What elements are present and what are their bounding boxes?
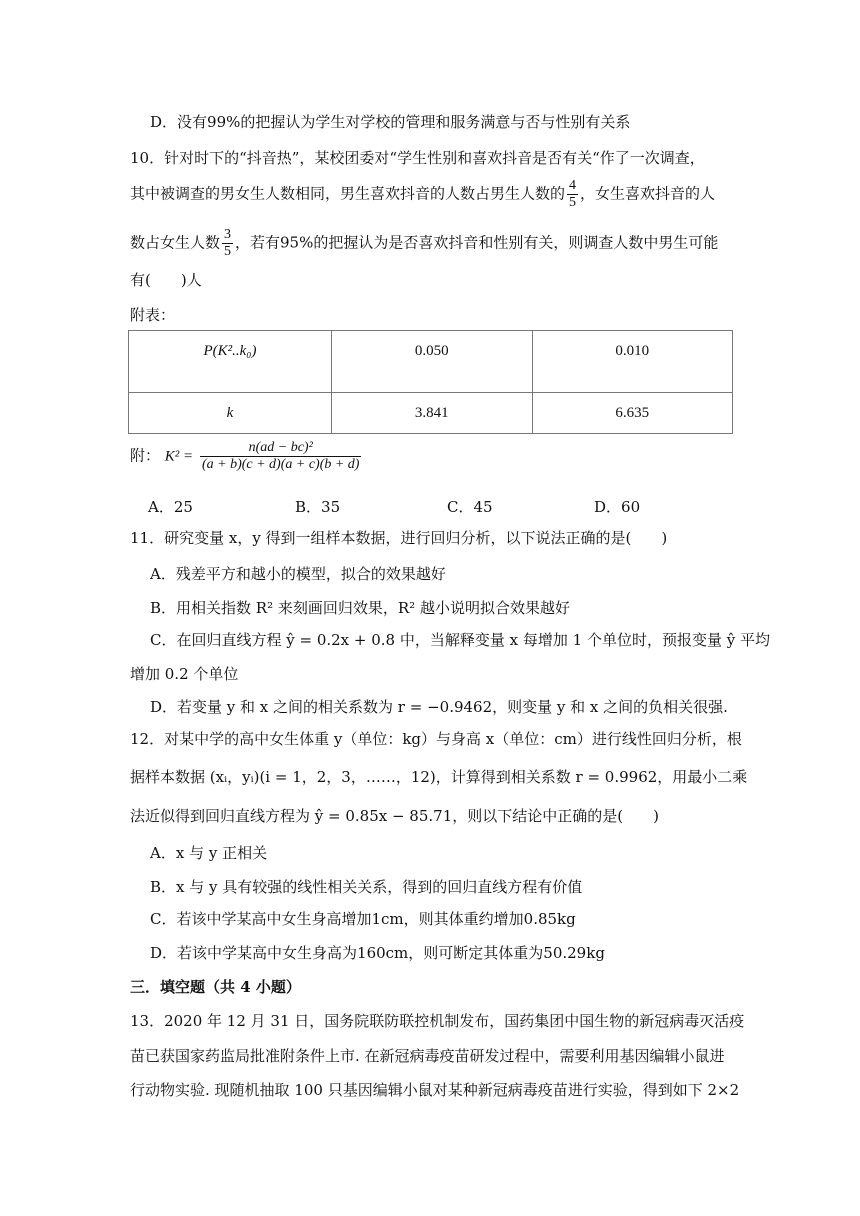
- q10-option-b: B．35: [295, 498, 341, 516]
- q12-stem-line2: 据样本数据 (xᵢ，yᵢ)(i = 1，2，3，……，12)，计算得到相关系数 r = 0.9962，用最小二乘: [130, 768, 748, 786]
- q13-stem-line2: 苗已获国家药监局批准附条件上市. 在新冠病毒疫苗研发过程中，需要利用基因编辑小鼠进: [130, 1047, 725, 1065]
- section-heading: 三．填空题（共 4 小题）: [130, 978, 301, 996]
- appendix-label: 附表：: [130, 306, 176, 324]
- q12-option-a: A．x 与 y 正相关: [150, 844, 268, 862]
- frac2-numerator: 3: [224, 227, 232, 242]
- q13-stem-line3: 行动物实验. 现随机抽取 100 只基因编辑小鼠对某种新冠病毒疫苗进行实验，得到如下 2×2: [130, 1081, 740, 1099]
- q11-option-a: A．残差平方和越小的模型，拟合的效果越好: [150, 565, 446, 583]
- q10-stem-line2: [130, 178, 715, 211]
- formula-lhs: K² =: [164, 448, 194, 465]
- q11-option-c-line2: 增加 0.2 个单位: [130, 665, 239, 683]
- table-cell: 6.635: [532, 393, 733, 434]
- q11-option-d: D．若变量 y 和 x 之间的相关系数为 r = −0.9462，则变量 y 和 x 之间的负相关很强.: [150, 698, 728, 716]
- fraction-three-fifths: [222, 227, 233, 260]
- q10-stem-line3-a: 数占女生人数: [130, 233, 221, 252]
- q11-option-b: B．用相关指数 R² 来刻画回归效果，R² 越小说明拟合效果越好: [150, 599, 570, 617]
- formula-label: 附：: [130, 446, 161, 465]
- q10-option-c: C．45: [447, 498, 493, 516]
- q10-stem-line4: 有( )人: [130, 271, 202, 289]
- q10-stem-line1: 10．针对时下的“抖音热”，某校团委对“学生性别和喜欢抖音是否有关“作了一次调查，: [130, 149, 705, 167]
- table-cell: 0.010: [532, 331, 733, 393]
- table-cell: 0.050: [332, 331, 533, 393]
- frac1-denominator: 5: [569, 195, 577, 210]
- fraction-four-fifths: [567, 178, 578, 211]
- q10-stem-line3: [130, 227, 718, 260]
- q10-stem-line2-b: ，女生喜欢抖音的人: [580, 184, 716, 203]
- q13-stem-line1: 13．2020 年 12 月 31 日，国务院联防联控机制发布，国药集团中国生物的新冠病毒灭活疫: [130, 1012, 745, 1030]
- table-row: [129, 331, 733, 393]
- table-cell: 3.841: [332, 393, 533, 434]
- table-row: [129, 393, 733, 434]
- q10-option-d: D．60: [594, 498, 641, 516]
- q12-option-c: C．若该中学某高中女生身高增加1cm，则其体重约增加0.85kg: [150, 910, 576, 928]
- q10-stem-line2-a: 其中被调查的男女生人数相同，男生喜欢抖音的人数占男生人数的: [130, 184, 566, 203]
- q12-option-d: D．若该中学某高中女生身高为160cm，则可断定其体重为50.29kg: [150, 944, 605, 962]
- table-cell: k: [129, 393, 332, 434]
- formula-numerator: n(ad − bc)²: [200, 440, 362, 457]
- q10-stem-line3-b: ，若有95%的把握认为是否喜欢抖音和性别有关，则调查人数中男生可能: [235, 233, 719, 252]
- q10-option-a: A．25: [148, 498, 193, 516]
- q11-option-c-line1: C．在回归直线方程 ŷ = 0.2x + 0.8 中，当解释变量 x 每增加 1 个单位时，预报变量 ŷ 平均: [150, 631, 770, 649]
- critical-value-table: [128, 330, 733, 434]
- formula: [130, 440, 363, 473]
- q12-stem-line3: 法近似得到回归直线方程为 ŷ = 0.85x − 85.71，则以下结论中正确的是( ): [130, 807, 659, 825]
- q9-option-d: D．没有99%的把握认为学生对学校的管理和服务满意与否与性别有关系: [150, 113, 631, 131]
- frac2-denominator: 5: [224, 244, 232, 259]
- q12-stem-line1: 12．对某中学的高中女生体重 y（单位：kg）与身高 x（单位：cm）进行线性回归分析，根: [130, 730, 742, 748]
- formula-fraction: [200, 440, 362, 473]
- table-cell: P(K²..k₀): [129, 331, 332, 393]
- frac1-numerator: 4: [569, 178, 577, 193]
- q12-option-b: B．x 与 y 具有较强的线性相关关系，得到的回归直线方程有价值: [150, 878, 583, 896]
- formula-denominator: (a + b)(c + d)(a + c)(b + d): [201, 457, 360, 472]
- q11-stem: 11．研究变量 x，y 得到一组样本数据，进行回归分析，以下说法正确的是( ): [130, 529, 668, 547]
